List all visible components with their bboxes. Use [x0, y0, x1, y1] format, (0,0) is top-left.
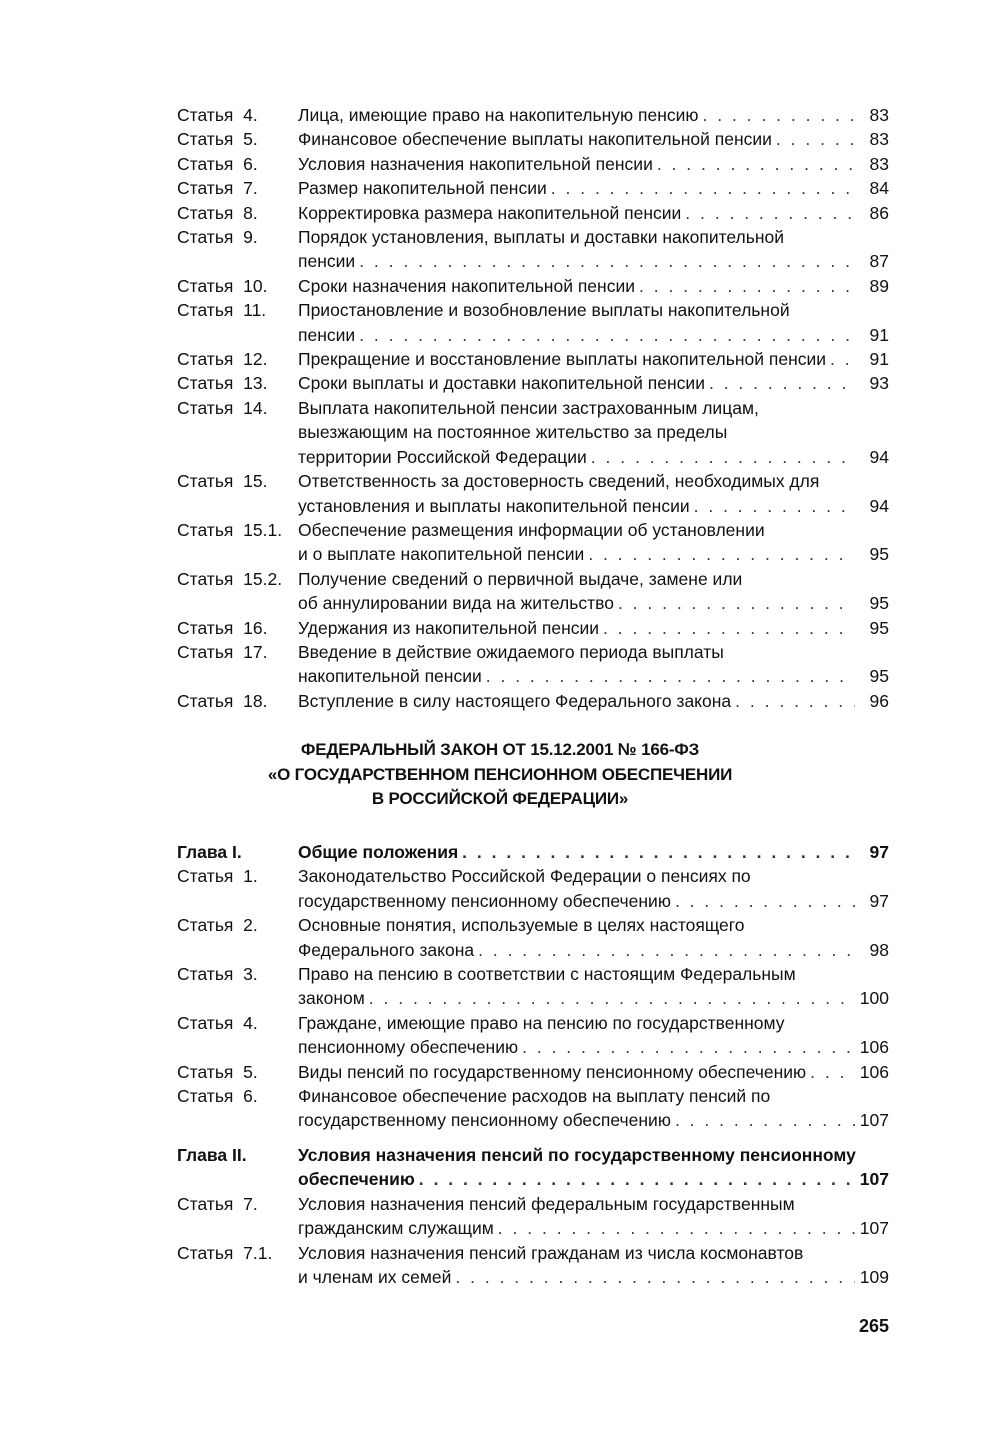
dot-leader	[603, 616, 855, 640]
toc-entry-title-line: Введение в действие ожидаемого периода выплаты	[298, 641, 724, 662]
dot-leader	[639, 274, 855, 298]
toc-entry-title-line: Виды пенсий по государственному пенсионному обеспечению	[298, 1061, 807, 1082]
toc-entry-title-line: Основные понятия, используемые в целях настоящего	[298, 915, 745, 936]
toc-entry-title-line: накопительной пенсии	[298, 666, 482, 687]
toc-entry-title-line: Условия назначения накопительной пенсии	[298, 153, 653, 174]
toc-entry	[177, 127, 889, 151]
dot-leader	[486, 664, 855, 688]
dot-leader	[776, 127, 855, 151]
toc-entry-title-line: Финансовое обеспечение выплаты накопительной пенсии	[298, 129, 772, 150]
dot-leader	[618, 591, 855, 615]
toc-entry-label: Статья 1.	[177, 866, 258, 887]
toc-entry-title-line: Ответственность за достоверность сведений, необходимых для	[298, 471, 820, 492]
dot-leader	[419, 1167, 855, 1191]
toc-entry-title-line: Получение сведений о первичной выдаче, замене или	[298, 568, 743, 589]
toc-entry	[177, 913, 889, 962]
dot-leader	[588, 542, 855, 566]
law-title-line: В РОССИЙСКОЙ ФЕДЕРАЦИИ»	[371, 789, 629, 808]
toc-entry-page: 106	[859, 1037, 889, 1058]
toc-entry-page: 107	[859, 1110, 889, 1131]
dot-leader	[657, 152, 855, 176]
toc-entry-label: Статья 2.	[177, 915, 258, 936]
toc-entry-page: 98	[869, 939, 889, 960]
toc-entry-label: Статья 6.	[177, 153, 258, 174]
dot-leader	[522, 1035, 855, 1059]
toc-entry-title-line: Право на пенсию в соответствии с настоящим Федеральным	[298, 964, 796, 985]
toc-entry-title-line: Граждане, имеющие право на пенсию по государственному	[298, 1012, 785, 1033]
toc-entry-title-line: Порядок установления, выплаты и доставки накопительной	[298, 227, 785, 248]
toc-entry-title-line: гражданским служащим	[298, 1218, 494, 1239]
toc-entry	[177, 567, 889, 616]
toc-entry	[177, 274, 889, 298]
toc-entry	[177, 176, 889, 200]
toc-entry	[177, 1011, 889, 1060]
toc-entry-title-line: законом	[298, 988, 365, 1009]
toc-entry-label: Статья 8.	[177, 202, 258, 223]
toc-entry-page: 84	[869, 178, 889, 199]
toc-entry-label: Статья 11.	[177, 300, 267, 321]
toc-entry-label: Статья 5.	[177, 129, 258, 150]
toc-entry-page: 100	[859, 988, 889, 1009]
toc-entry-page: 95	[869, 593, 889, 614]
toc-entry	[177, 1192, 889, 1241]
toc-entry-label: Статья 17.	[177, 641, 268, 662]
toc-entry-title-line: Прекращение и восстановление выплаты накопительной пенсии	[298, 349, 827, 370]
toc-entry-page: 96	[869, 690, 889, 711]
toc-entry-label: Статья 15.2.	[177, 568, 283, 589]
toc-entry	[177, 1241, 889, 1290]
toc-entry-page: 83	[869, 105, 889, 125]
toc-entry-label: Статья 10.	[177, 275, 268, 296]
toc-entry-label: Статья 14.	[177, 397, 268, 418]
toc-entry-page: 89	[869, 275, 889, 296]
toc-entry-title-line: установления и выплаты накопительной пенсии	[298, 495, 690, 516]
dot-leader	[810, 1060, 855, 1084]
toc-entry-page: 91	[869, 324, 889, 345]
dot-leader	[694, 494, 855, 518]
toc-entry-title-line: Условия назначения пенсий гражданам из числа космонавтов	[298, 1242, 804, 1263]
toc-entry-title-line: государственному пенсионному обеспечению	[298, 890, 671, 911]
toc-entry-title-line: Сроки назначения накопительной пенсии	[298, 275, 636, 296]
toc-entry-label: Глава I.	[177, 842, 242, 862]
toc-entry	[177, 1084, 889, 1133]
toc-entry-page: 94	[869, 446, 889, 467]
toc-entry-label: Статья 13.	[177, 373, 268, 394]
dot-leader	[359, 323, 855, 347]
toc-entry-title-line: государственному пенсионному обеспечению	[298, 1110, 671, 1131]
toc-entry-page: 83	[869, 129, 889, 150]
law-title-line: ФЕДЕРАЛЬНЫЙ ЗАКОН ОТ 15.12.2001 № 166-ФЗ	[300, 740, 700, 759]
toc-entry-title-line: Условия назначения пенсий по государственному пенсионному	[298, 1144, 856, 1165]
toc-entry	[177, 347, 889, 371]
toc-entry-page: 94	[869, 495, 889, 516]
toc-entry-title-line: Удержания из накопительной пенсии	[298, 617, 600, 638]
toc-entry	[177, 371, 889, 395]
dot-leader	[591, 445, 855, 469]
toc-entry	[177, 298, 889, 347]
toc-entry-title-line: Общие положения	[298, 842, 459, 862]
dot-leader	[455, 1265, 855, 1289]
page-number: 265	[858, 1316, 889, 1336]
toc-entry-label: Статья 5.	[177, 1061, 258, 1082]
toc-entry	[177, 689, 889, 713]
toc-entry-label: Статья 16.	[177, 617, 268, 638]
toc-entry-page: 107	[859, 1169, 889, 1190]
toc-entry-title-line: Корректировка размера накопительной пенсии	[298, 202, 682, 223]
toc-entry-title-line: Законодательство Российской Федерации о пенсиях по	[298, 866, 751, 887]
law-title	[0, 738, 1000, 812]
toc-entry	[177, 469, 889, 518]
toc-entry	[177, 396, 889, 469]
toc-entry	[177, 103, 889, 127]
toc-entry-page: 97	[869, 842, 889, 862]
toc-entry	[177, 640, 889, 689]
toc-entry-title-line: об аннулировании вида на жительство	[298, 593, 614, 614]
toc-entry-title-line: и членам их семей	[298, 1266, 452, 1287]
toc-entry	[177, 152, 889, 176]
toc-entry-title-line: Обеспечение размещения информации об установлении	[298, 519, 765, 540]
toc-entry-label: Статья 12.	[177, 349, 268, 370]
dot-leader	[709, 371, 855, 395]
toc-entry-title-line: Условия назначения пенсий федеральным государственным	[298, 1193, 795, 1214]
toc-entry-title-line: обеспечению	[298, 1169, 415, 1190]
toc-entry	[177, 1143, 889, 1192]
toc-entry-page: 95	[869, 617, 889, 638]
toc-entry-title-line: пенсии	[298, 251, 356, 272]
dot-leader	[369, 986, 855, 1010]
toc-entry-page: 97	[869, 890, 889, 911]
toc-entry-title-line: Приостановление и возобновление выплаты накопительной	[298, 300, 790, 321]
toc-entry	[177, 962, 889, 1011]
toc-entry-title-line: Сроки выплаты и доставки накопительной пенсии	[298, 373, 705, 394]
dot-leader	[478, 938, 855, 962]
toc-entry-label: Глава II.	[177, 1144, 247, 1165]
dot-leader	[685, 201, 855, 225]
toc-entry-title-line: территории Российской Федерации	[298, 446, 587, 467]
toc-entry	[177, 840, 889, 864]
toc-entry-label: Статья 18.	[177, 690, 268, 711]
toc-entry-page: 107	[859, 1218, 889, 1239]
toc-entry-label: Статья 9.	[177, 227, 258, 248]
dot-leader	[462, 840, 855, 864]
law-title-line: «О ГОСУДАРСТВЕННОМ ПЕНСИОННОМ ОБЕСПЕЧЕНИИ	[267, 764, 733, 784]
toc-entry-page: 95	[869, 666, 889, 687]
toc-entry-title-line: Лица, имеющие право на накопительную пенсию	[298, 105, 699, 125]
toc-entry-page: 91	[869, 349, 889, 370]
toc-entry	[177, 864, 889, 913]
dot-leader	[675, 889, 855, 913]
dot-leader	[359, 249, 855, 273]
toc-entry-page: 93	[869, 373, 889, 394]
toc-entry-page: 95	[869, 544, 889, 565]
dot-leader	[735, 689, 855, 713]
toc-entry-title-line: Федерального закона	[298, 939, 475, 960]
toc-entry-label: Статья 7.	[177, 1193, 258, 1214]
toc-entry-label: Статья 4.	[177, 105, 258, 125]
toc-entry-label: Статья 15.1.	[177, 519, 283, 540]
dot-leader	[830, 347, 855, 371]
toc-entry-page: 106	[859, 1061, 889, 1082]
toc-entry	[177, 518, 889, 567]
toc-entry-title-line: Финансовое обеспечение расходов на выплату пенсий по	[298, 1086, 771, 1107]
toc-entry-title-line: пенсии	[298, 324, 356, 345]
toc-entry-label: Статья 15.	[177, 471, 268, 492]
dot-leader	[551, 176, 855, 200]
toc-entry-title-line: Размер накопительной пенсии	[298, 178, 547, 199]
toc-entry-label: Статья 7.1.	[177, 1242, 273, 1263]
toc-entry-page: 86	[869, 202, 889, 223]
toc-entry	[177, 225, 889, 274]
toc-entry-page: 109	[859, 1266, 889, 1287]
table-of-contents-part-1	[177, 103, 889, 713]
toc-entry	[177, 616, 889, 640]
table-of-contents-part-2	[177, 840, 889, 1289]
toc-entry-label: Статья 4.	[177, 1012, 258, 1033]
toc-entry	[177, 201, 889, 225]
toc-entry-label: Статья 3.	[177, 964, 258, 985]
dot-leader	[675, 1108, 855, 1132]
toc-entry-title-line: выезжающим на постоянное жительство за пределы	[298, 422, 728, 443]
toc-entry-title-line: Выплата накопительной пенсии застрахованным лицам,	[298, 397, 759, 418]
dot-leader	[703, 103, 855, 127]
toc-entry	[177, 1060, 889, 1084]
toc-entry-page: 87	[869, 251, 889, 272]
toc-entry-title-line: и о выплате накопительной пенсии	[298, 544, 585, 565]
toc-entry-title-line: Вступление в силу настоящего Федерального закона	[298, 690, 732, 711]
dot-leader	[498, 1216, 855, 1240]
toc-entry-label: Статья 6.	[177, 1086, 258, 1107]
toc-entry-page: 83	[869, 153, 889, 174]
toc-entry-title-line: пенсионному обеспечению	[298, 1037, 519, 1058]
toc-entry-label: Статья 7.	[177, 178, 258, 199]
